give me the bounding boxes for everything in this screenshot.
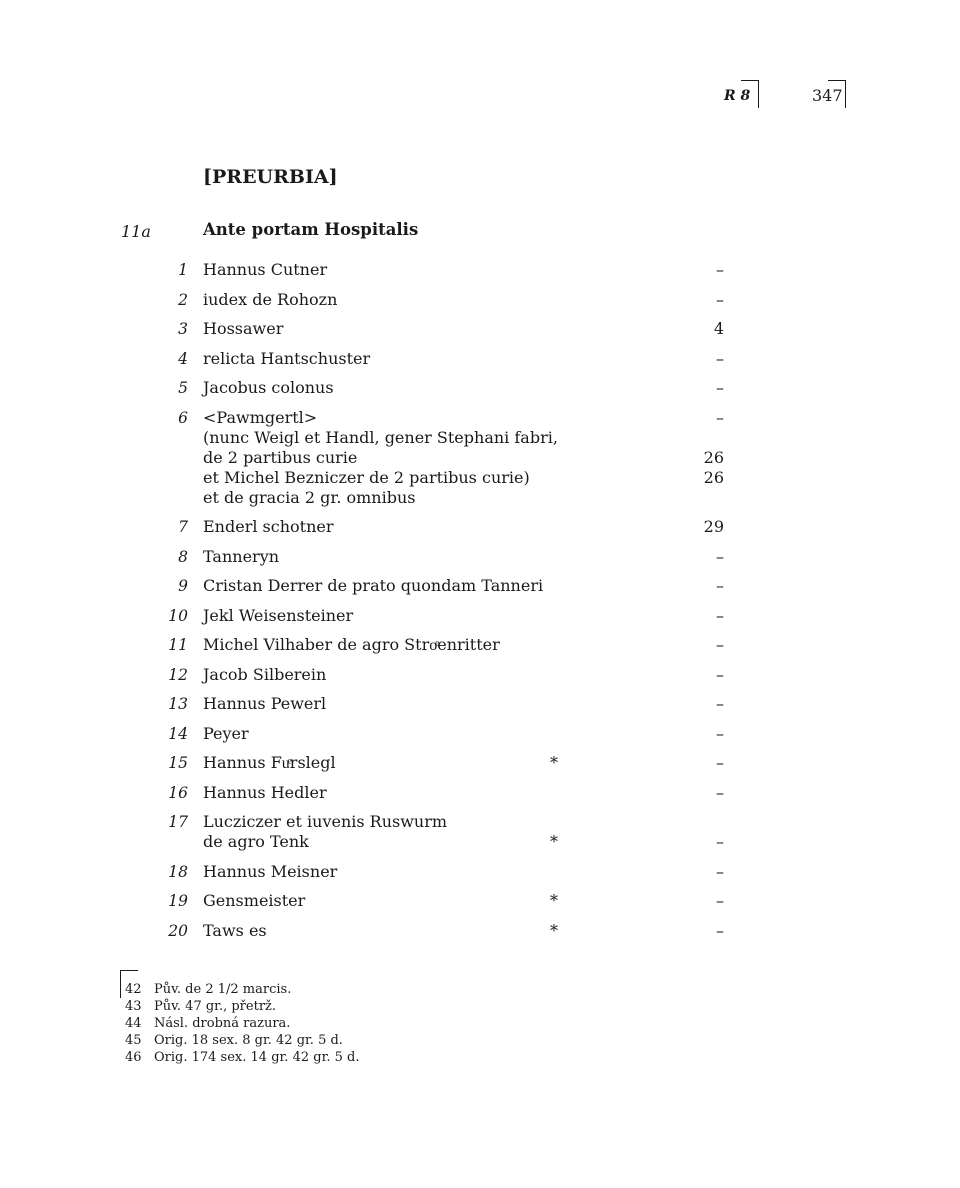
entry-value: – [716,635,724,654]
entry-text: Lucziczer et iuvenis Ruswurm [203,812,448,831]
section-title: [PREURBIA] [203,166,338,188]
entry-line [0,428,960,448]
entry-value: 26 [703,467,724,487]
entry-number: 4 [178,349,188,368]
footnote [0,1049,960,1066]
list-item [0,349,960,369]
entry-line [0,349,960,369]
entry-text: Michel Vilhaber de agro Stroͤenritter [203,635,500,654]
entry-text: Hannus Meisner [203,861,338,881]
page-number: 347 [812,86,843,105]
header-siglum: R 8 [724,88,751,104]
entry-list [0,260,960,950]
footnote-number: 45 [125,1033,142,1048]
entry-line [0,260,960,280]
entry-value: – [716,664,724,684]
entry-number: 1 [178,261,188,279]
entry-number: 15 [168,754,188,772]
entry-text: Hannus Cutner [203,260,328,279]
entry-value: 29 [703,517,724,536]
entry-text: Hossawer [203,319,284,338]
entry-line [0,921,960,941]
entry-text: Jekl Weisensteiner [203,605,354,625]
entry-number: 19 [168,892,188,910]
entry-number: 13 [168,695,188,713]
entry-text: Enderl schotner [203,517,334,536]
entry-value: – [716,920,724,940]
running-header [0,80,960,110]
footnote [0,1015,960,1032]
list-item [0,862,960,882]
entry-text: Jacobus colonus [203,378,334,397]
entry-line [0,378,960,398]
entry-text: iudex de Rohozn [203,289,338,309]
entry-text: Hannus Fuͤrslegl [203,753,336,772]
entry-value: – [716,289,724,309]
entry-number: 8 [178,547,188,566]
entry-text: et de gracia 2 gr. omnibus [203,487,416,507]
entry-text: Jacob Silberein [203,664,327,684]
entry-line [0,448,960,468]
entry-text: de agro Tenk [203,832,309,851]
entry-text: Taws es [203,920,267,940]
entry-value: – [716,546,724,566]
entry-number: 16 [168,783,188,802]
entry-number: 14 [168,724,188,743]
entry-text: Gensmeister [203,891,306,910]
entry-line [0,408,960,428]
entry-line [0,606,960,626]
entry-value: – [716,576,724,595]
entry-line [0,753,960,773]
entry-value: – [716,378,724,397]
entry-line [0,812,960,832]
list-item [0,290,960,310]
entry-text: relicta Hantschuster [203,348,371,368]
entry-value: – [716,605,724,625]
footnote [0,998,960,1015]
footnote-text: Pův. 47 gr., přetrž. [154,999,277,1014]
entry-line [0,891,960,911]
entry-line [0,488,960,508]
entry-line [0,724,960,744]
entry-line [0,517,960,537]
list-item [0,783,960,803]
list-item [0,606,960,626]
entry-line [0,832,960,852]
entry-line [0,783,960,803]
list-item [0,635,960,655]
list-item [0,724,960,744]
subsection-label: 11a [121,222,151,241]
footnote-number: 43 [125,999,142,1014]
entry-line [0,290,960,310]
entry-value: 26 [703,447,724,467]
entry-value: 4 [713,319,724,338]
footnote-number: 46 [125,1050,142,1065]
entry-value: – [716,694,724,713]
entry-number: 7 [178,518,188,536]
entry-number: 20 [168,921,188,940]
entry-line [0,547,960,567]
footnote-number: 44 [125,1016,142,1031]
list-item [0,812,960,852]
list-item [0,694,960,714]
asterisk-mark: * [550,832,558,851]
asterisk-mark: * [550,891,558,910]
entry-number: 2 [178,290,188,309]
asterisk-mark: * [550,920,558,940]
entry-number: 17 [168,813,188,831]
footnote-text: Orig. 18 sex. 8 gr. 42 gr. 5 d. [154,1033,343,1048]
entry-number: 18 [168,862,188,881]
entry-number: 12 [168,665,188,684]
header-corner-mark [828,80,846,108]
entry-value: – [716,407,724,427]
list-item [0,378,960,398]
list-item [0,517,960,537]
entry-text: (nunc Weigl et Handl, gener Stephani fabri, [203,427,558,447]
asterisk-mark: * [550,753,558,772]
entry-number: 9 [178,577,188,595]
entry-line [0,635,960,655]
list-item [0,891,960,911]
entry-text: Hannus Hedler [203,782,327,802]
list-item [0,665,960,685]
footnote-text: Násl. drobná razura. [154,1016,291,1031]
list-item [0,408,960,508]
entry-value: – [716,832,724,851]
subsection-title: Ante portam Hospitalis [203,220,419,239]
entry-line [0,862,960,882]
list-item [0,319,960,339]
entry-value: – [716,891,724,910]
footnote-number: 42 [125,982,142,997]
entry-text: <Pawmgertl> [203,407,318,427]
footnote-text: Orig. 174 sex. 14 gr. 42 gr. 5 d. [154,1050,360,1065]
entry-number: 5 [178,379,188,397]
entry-number: 3 [178,320,188,338]
entry-value: – [716,348,724,368]
list-item [0,921,960,941]
entry-text: Tanneryn [203,546,280,566]
entry-line [0,576,960,596]
entry-text: de 2 partibus curie [203,447,358,467]
footnote [0,1032,960,1049]
entry-text: Hannus Pewerl [203,694,327,713]
footnote-list [0,981,960,1066]
list-item [0,753,960,773]
footnote-text: Pův. de 2 1/2 marcis. [154,982,292,997]
header-corner-mark [741,80,759,108]
list-item [0,260,960,280]
entry-line [0,665,960,685]
entry-number: 6 [178,408,188,427]
entry-value: – [716,753,724,772]
entry-number: 11 [168,636,188,654]
entry-value: – [716,260,724,279]
entry-text: Peyer [203,723,249,743]
entry-value: – [716,861,724,881]
entry-number: 10 [168,606,188,625]
entry-text: Cristan Derrer de prato quondam Tanneri [203,576,544,595]
list-item [0,576,960,596]
entry-line [0,319,960,339]
entry-line [0,468,960,488]
entry-line [0,694,960,714]
entry-value: – [716,782,724,802]
entry-value: – [716,723,724,743]
list-item [0,547,960,567]
entry-text: et Michel Bezniczer de 2 partibus curie) [203,467,530,487]
footnote [0,981,960,998]
